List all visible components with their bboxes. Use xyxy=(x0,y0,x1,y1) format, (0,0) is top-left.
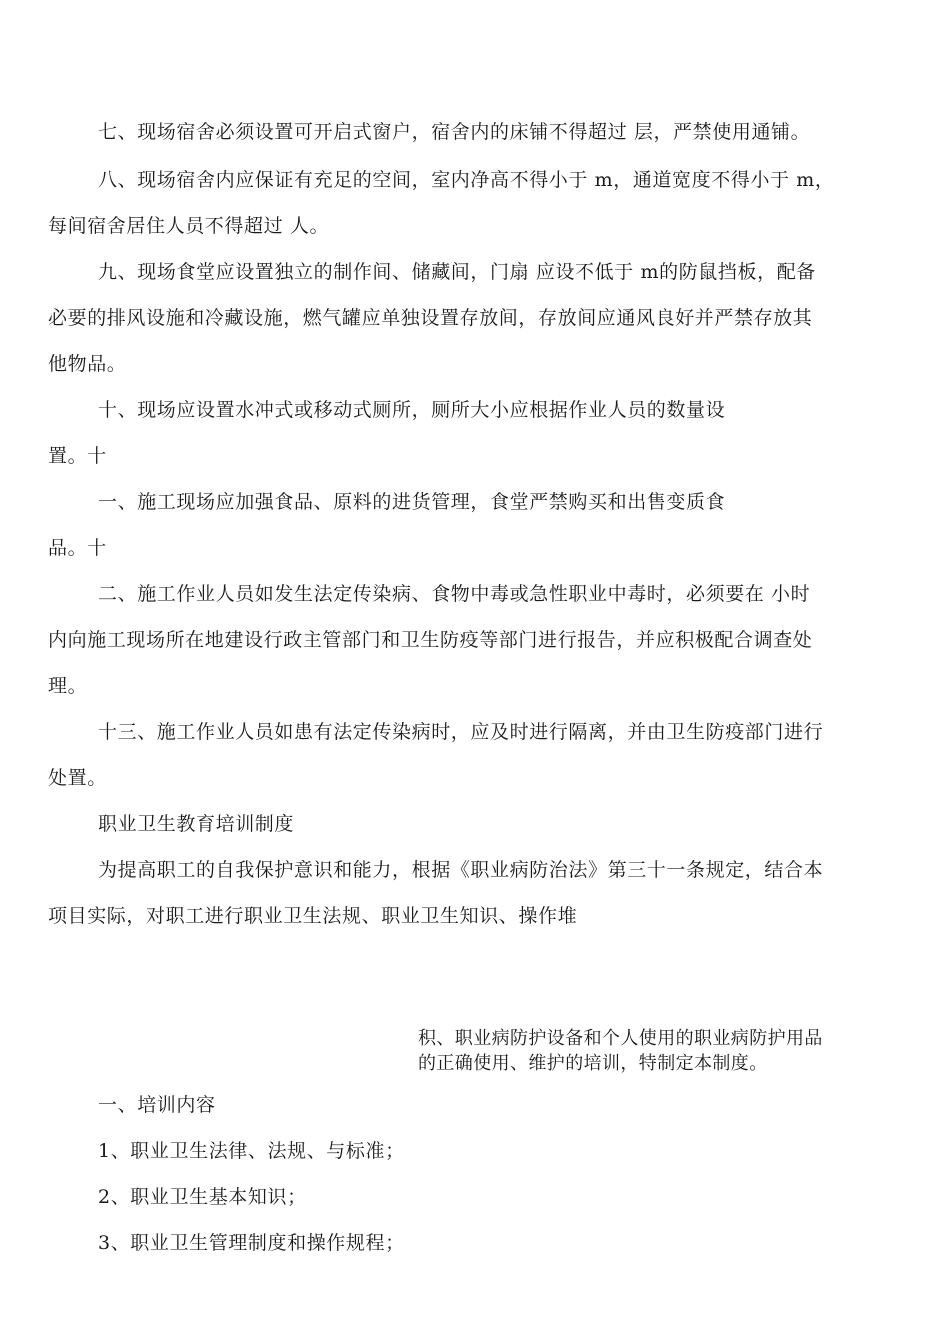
intro-line-1: 为提高职工的自我保护意识和能力，根据《职业病防治法》第三十一条规定，结合本 xyxy=(98,859,824,881)
paragraph-8-line-2: 每间宿舍居住人员不得超过 人。 xyxy=(48,215,330,237)
paragraph-11-line-2: 品。十 xyxy=(48,537,107,559)
training-item-3: 3、职业卫生管理制度和操作规程； xyxy=(98,1232,405,1254)
paragraph-9-line-3: 他物品。 xyxy=(48,353,127,375)
paragraph-8-line-1: 八、现场宿舍内应保证有充足的空间，室内净高不得小于 m，通道宽度不得小于 m， xyxy=(98,169,835,191)
paragraph-13-line-1: 十三、施工作业人员如患有法定传染病时，应及时进行隔离，并由卫生防疫部门进行 xyxy=(98,721,824,743)
paragraph-9-line-1: 九、现场食堂应设置独立的制作间、储藏间，门扇 应设不低于 m的防鼠挡板，配备 xyxy=(98,261,816,283)
section-title: 职业卫生教育培训制度 xyxy=(98,813,295,835)
continuation-line-2: 的正确使用、维护的培训，特制定本制度。 xyxy=(418,1053,768,1074)
paragraph-13-line-2: 处置。 xyxy=(48,767,107,789)
training-item-2: 2、职业卫生基本知识； xyxy=(98,1186,307,1208)
training-item-1: 1、职业卫生法律、法规、与标准； xyxy=(98,1140,405,1162)
paragraph-10-line-1: 十、现场应设置水冲式或移动式厕所，厕所大小应根据作业人员的数量设 xyxy=(98,399,726,421)
continuation-line-1: 积、职业病防护设备和个人使用的职业病防护用品 xyxy=(418,1028,823,1049)
paragraph-12-line-3: 理。 xyxy=(48,675,88,697)
paragraph-12-line-2: 内向施工现场所在地建设行政主管部门和卫生防疫等部门进行报告，并应积极配合调查处 xyxy=(48,629,813,651)
paragraph-10-line-2: 置。十 xyxy=(48,445,107,467)
paragraph-11-line-1: 一、施工现场应加强食品、原料的进货管理，食堂严禁购买和出售变质食 xyxy=(98,491,726,513)
paragraph-12-line-1: 二、施工作业人员如发生法定传染病、食物中毒或急性职业中毒时，必须要在 小时 xyxy=(98,583,811,605)
intro-line-2: 项目实际，对职工进行职业卫生法规、职业卫生知识、操作堆 xyxy=(48,905,578,927)
paragraph-9-line-2: 必要的排风设施和冷藏设施，燃气罐应单独设置存放间，存放间应通风良好并严禁存放其 xyxy=(48,307,813,329)
training-heading: 一、培训内容 xyxy=(98,1094,216,1116)
paragraph-7-line-1: 七、现场宿舍必须设置可开启式窗户，宿舍内的床铺不得超过 层，严禁使用通铺。 xyxy=(98,121,811,143)
